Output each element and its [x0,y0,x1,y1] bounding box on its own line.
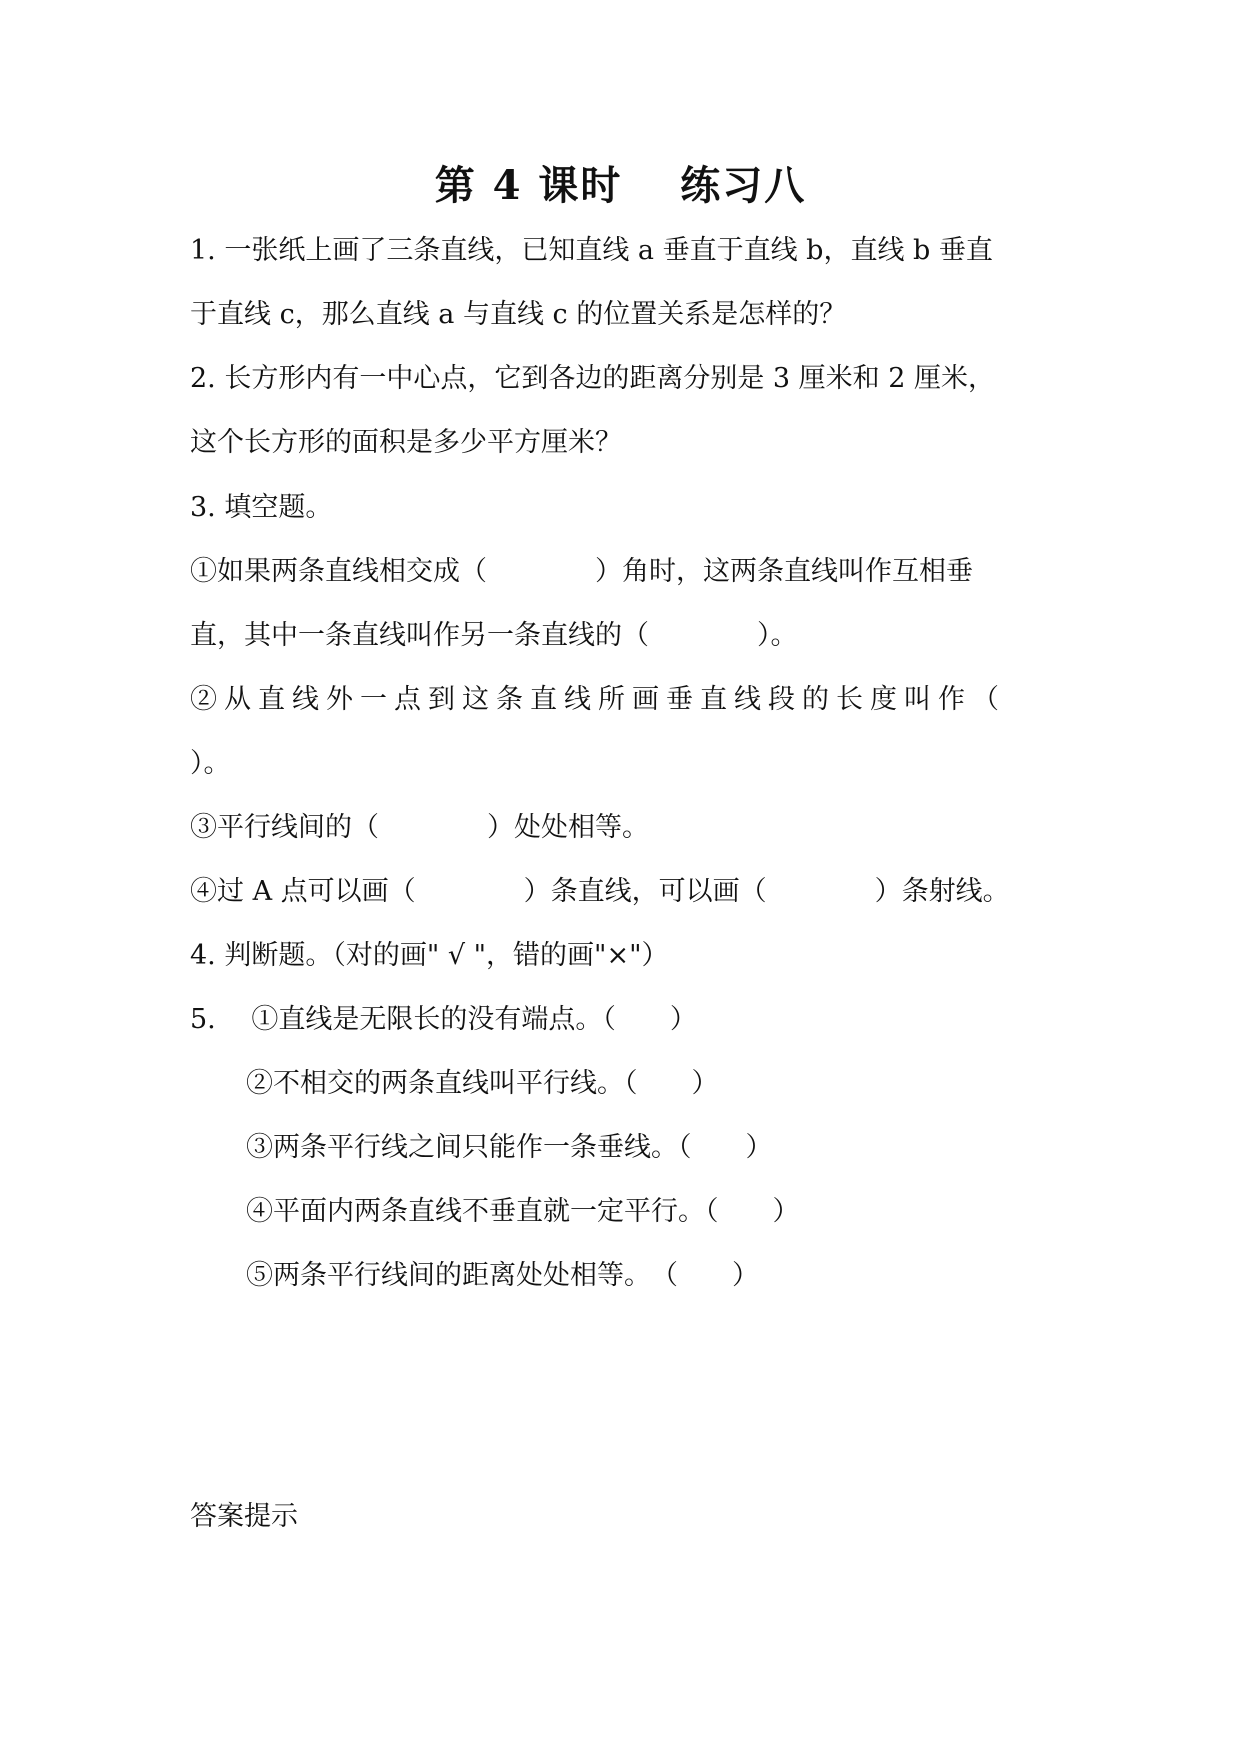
question-3-item-3: ③平行线间的（ ）处处相等。 [190,812,649,843]
question-1-line-1: 1. 一张纸上画了三条直线，已知直线 a 垂直于直线 b，直线 b 垂直 [190,235,993,266]
question-2-line-2: 这个长方形的面积是多少平方厘米？ [190,427,622,458]
answer-heading: 答案提示 [190,1501,298,1532]
question-5-item-1: 5. ①直线是无限长的没有端点。（ ） [190,1004,697,1035]
question-1-line-2: 于直线 c，那么直线 a 与直线 c 的位置关系是怎样的？ [190,299,847,330]
question-5-item-5: ⑤两条平行线间的距离处处相等。 （ ） [246,1260,759,1291]
question-3-heading: 3. 填空题。 [190,492,333,523]
question-2-line-1: 2. 长方形内有一中心点，它到各边的距离分别是 3 厘米和 2 厘米， [190,363,996,394]
question-3-item-4: ④过 A 点可以画（ ）条直线，可以画（ ）条射线。 [190,876,1010,907]
question-3-item-2-line-1: ②从直线外一点到这条直线所画垂直线段的长度叫作（ [190,684,1006,715]
page-title: 第 4 课时 练习八 [434,162,807,209]
question-3-item-1-line-1: ①如果两条直线相交成（ ）角时，这两条直线叫作互相垂 [190,556,973,587]
question-5-item-3: ③两条平行线之间只能作一条垂线。（ ） [246,1132,773,1163]
question-5-item-4: ④平面内两条直线不垂直就一定平行。（ ） [246,1196,800,1227]
question-5-item-2: ②不相交的两条直线叫平行线。（ ） [246,1068,719,1099]
question-3-item-1-line-2: 直，其中一条直线叫作另一条直线的（ ）。 [190,620,798,651]
question-3-item-2-line-2: ）。 [190,748,231,779]
question-4-heading: 4. 判断题。（对的画" √ "，错的画"×"） [190,940,669,971]
